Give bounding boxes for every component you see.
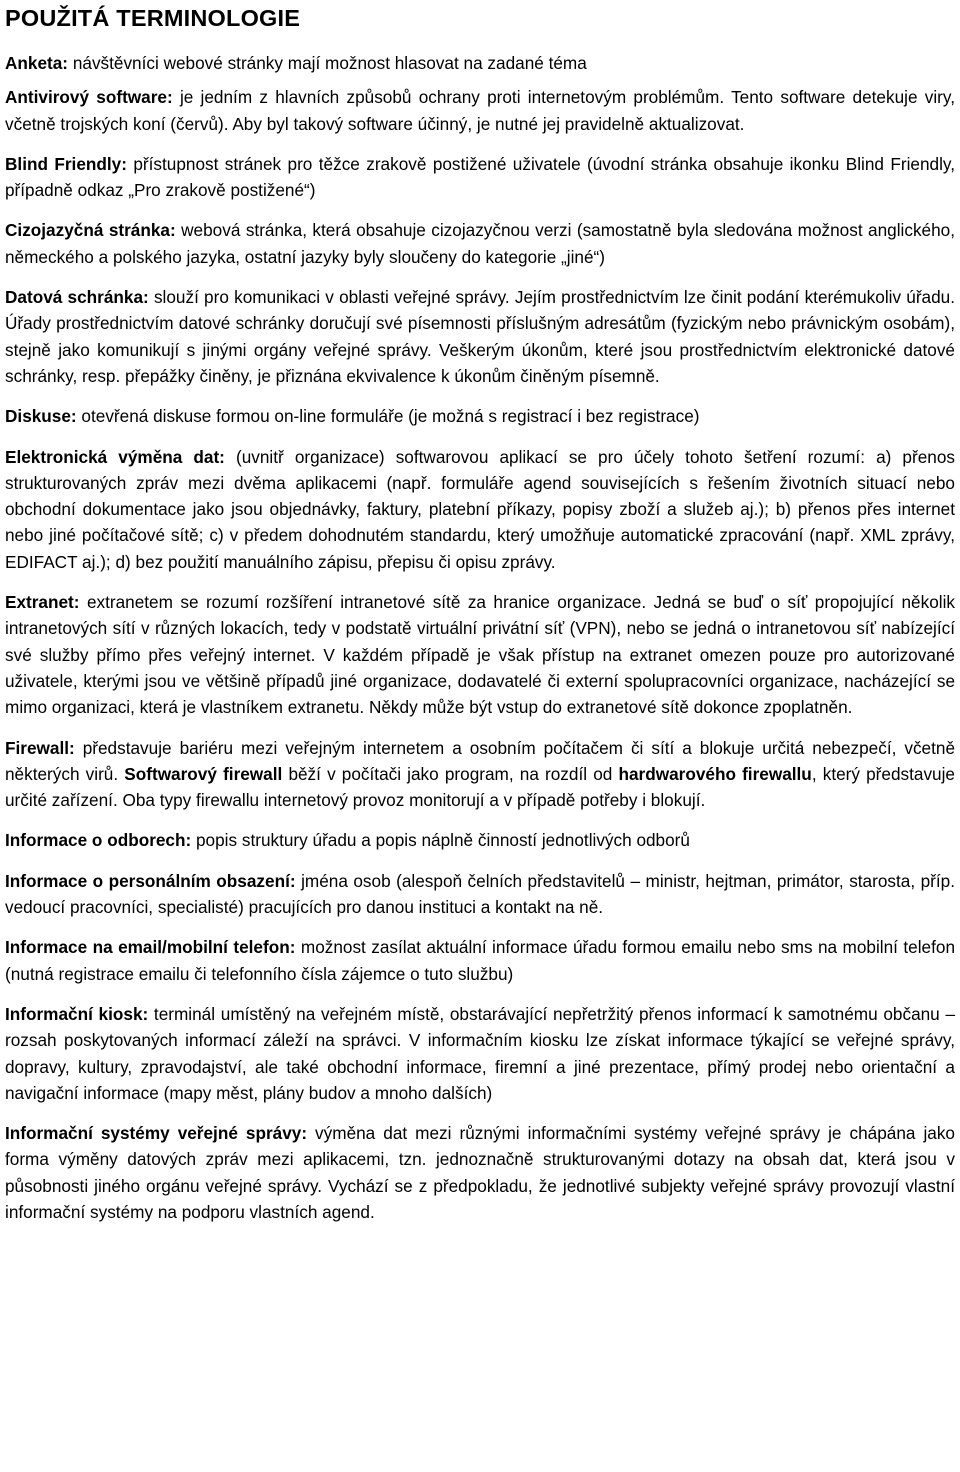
entry-anketa xyxy=(5,50,955,76)
definition: webová stránka, která obsahuje cizojazyčnou verzi (samostatně byla sledována možnost anglického, německého a polského jazyka, ostatní jazyky byly sloučeny do kategorie „jiné“) xyxy=(5,220,955,267)
entry-extranet xyxy=(5,589,955,720)
entry-firewall xyxy=(5,735,955,814)
term: Blind Friendly: xyxy=(5,153,127,174)
definition: je jedním z hlavních způsobů ochrany proti internetovým problémům. Tento software detekuje viry, včetně trojských koní (červů). Aby byl takový software účinný, je nutné jej pravidelně aktualizovat. xyxy=(5,87,955,134)
definition: otevřená diskuse formou on-line formuláře (je možná s registrací i bez registrace) xyxy=(76,406,700,427)
entry-blind-friendly xyxy=(5,151,955,204)
entry-antivirovy-software xyxy=(5,84,955,137)
term: Firewall: xyxy=(5,737,75,758)
entry-elektronicka-vymena-dat xyxy=(5,444,955,575)
entry-diskuse xyxy=(5,403,955,429)
definition: (uvnitř organizace) softwarovou aplikací se pro účely tohoto šetření rozumí: a) přenos strukturovaných zpráv mezi dvěma aplikacemi (např. formuláře agend souvisejících s řešením životních situací nebo obchodní dokumentace jako jsou objednávky, faktury, platební příkazy, popisy zboží a služeb aj.); b) přenos přes internet nebo jiné počítačové sítě; c) v předem dohodnutém standardu, který umožňuje automatické zpracování (např. XML zprávy, EDIFACT aj.); d) bez použití manuálního zápisu, přepisu či opisu zprávy. xyxy=(5,446,955,572)
term: Elektronická výměna dat: xyxy=(5,446,225,467)
term: Informace na email/mobilní telefon: xyxy=(5,937,296,958)
entry-informace-o-odborech xyxy=(5,827,955,853)
definition: jména osob (alespoň čelních představitelů – ministr, hejtman, primátor, starosta, příp. vedoucí pracovníci, specialisté) pracujících pro danou instituci a kontakt na ně. xyxy=(5,870,955,918)
entry-informacni-systemy xyxy=(5,1120,955,1225)
definition: návštěvníci webové stránky mají možnost hlasovat na zadané téma xyxy=(68,53,587,73)
definition: přístupnost stránek pro těžce zrakově postižené uživatele (úvodní stránka obsahuje ikonku Blind Friendly, případně odkaz „Pro zrakově postižené“) xyxy=(5,153,955,201)
entry-informacni-kiosk xyxy=(5,1001,955,1106)
term: Cizojazyčná stránka: xyxy=(5,220,176,241)
definition: možnost zasílat aktuální informace úřadu formou emailu nebo sms na mobilní telefon (nutná registrace emailu či telefonního čísla zájemce o tuto službu) xyxy=(5,937,955,984)
term: Antivirový software: xyxy=(5,87,173,108)
entry-cizojazycna-stranka xyxy=(5,217,955,270)
definition: výměna dat mezi různými informačními systémy veřejné správy je chápána jako forma výměny datových zpráv mezi aplikacemi, tzn. jednoznačně strukturovanými dotazy na obsah dat, která jsou v působnosti jiného orgánu veřejné správy. Vychází se z předpokladu, že jednotlivé subjekty veřejné správy provozují vlastní informační systémy na podporu vlastních agend. xyxy=(5,1123,955,1222)
entry-datova-schranka xyxy=(5,284,955,389)
definition-part: běží v počítači jako program, na rozdíl od xyxy=(282,763,619,784)
term: Diskuse: xyxy=(5,406,77,427)
term: Informační kiosk: xyxy=(5,1003,149,1024)
definition-emphasis: hardwarového firewallu xyxy=(618,763,812,784)
page-title: POUŽITÁ TERMINOLOGIE xyxy=(5,5,301,31)
definition: terminál umístěný na veřejném místě, obstarávající nepřetržitý přenos informací k samotnému občanu – rozsah poskytovaných informací záleží na správci. V informačním kiosku lze získat informace týkající se veřejné správy, dopravy, kultury, zpravodajství, ale také obchodní informace, firemní a jiné prezentace, přímý prodej nebo orientační a navigační informace (mapy měst, plány budov a mnoho dalších) xyxy=(5,1003,956,1103)
term: Anketa: xyxy=(5,53,69,73)
term: Informace o odborech: xyxy=(5,830,192,851)
definition: slouží pro komunikaci v oblasti veřejné správy. Jejím prostřednictvím lze činit podání kterémukoliv úřadu. Úřady prostřednictvím datové schránky doručují své písemnosti příslušným adresátům (fyzickým nebo právnickým osobám), stejně jako komunikují s jinými orgány veřejné správy. Veškerým úkonům, které jsou prostřednictvím elektronické datové schránky, resp. přepážky činěny, je přiznána ekvivalence k úkonům činěným písemně. xyxy=(5,287,955,386)
entry-informace-na-email xyxy=(5,934,955,987)
definition-part: , který představuje určité zařízení. Oba typy firewallu internetový provoz monitorují a v případě potřeby i blokují. xyxy=(5,763,955,811)
definition: extranetem se rozumí rozšíření intranetové sítě za hranice organizace. Jedná se buď o síť propojující několik intranetových sítí v různých lokacích, tedy v podstatě virtuální privátní síť (VPN), nebo se jedná o intranetovou síť nabízející své služby přímo přes veřejný internet. V každém případě je však přístup na extranet omezen pouze pro autorizované uživatele, kterými jsou ve většině případů jiné organizace, dodavatelé či externí spolupracovníci organizace, nacházející se mimo organizaci, která je vlastníkem extranetu. Někdy může být vstup do extranetové sítě dokonce zpoplatněn. xyxy=(5,592,955,718)
term: Informační systémy veřejné správy: xyxy=(5,1123,308,1144)
entry-informace-o-personalnim-obsazeni xyxy=(5,868,955,921)
definition-part: představuje bariéru mezi veřejným internetem a osobním počítačem či sítí a blokuje určitá nebezpečí, včetně některých virů. xyxy=(5,737,955,784)
term: Informace o personálním obsazení: xyxy=(5,870,296,891)
definition-emphasis: Softwarový firewall xyxy=(124,763,283,784)
term: Extranet: xyxy=(5,592,80,613)
term: Datová schránka: xyxy=(5,287,149,308)
definition: popis struktury úřadu a popis náplně činností jednotlivých odborů xyxy=(191,830,690,851)
